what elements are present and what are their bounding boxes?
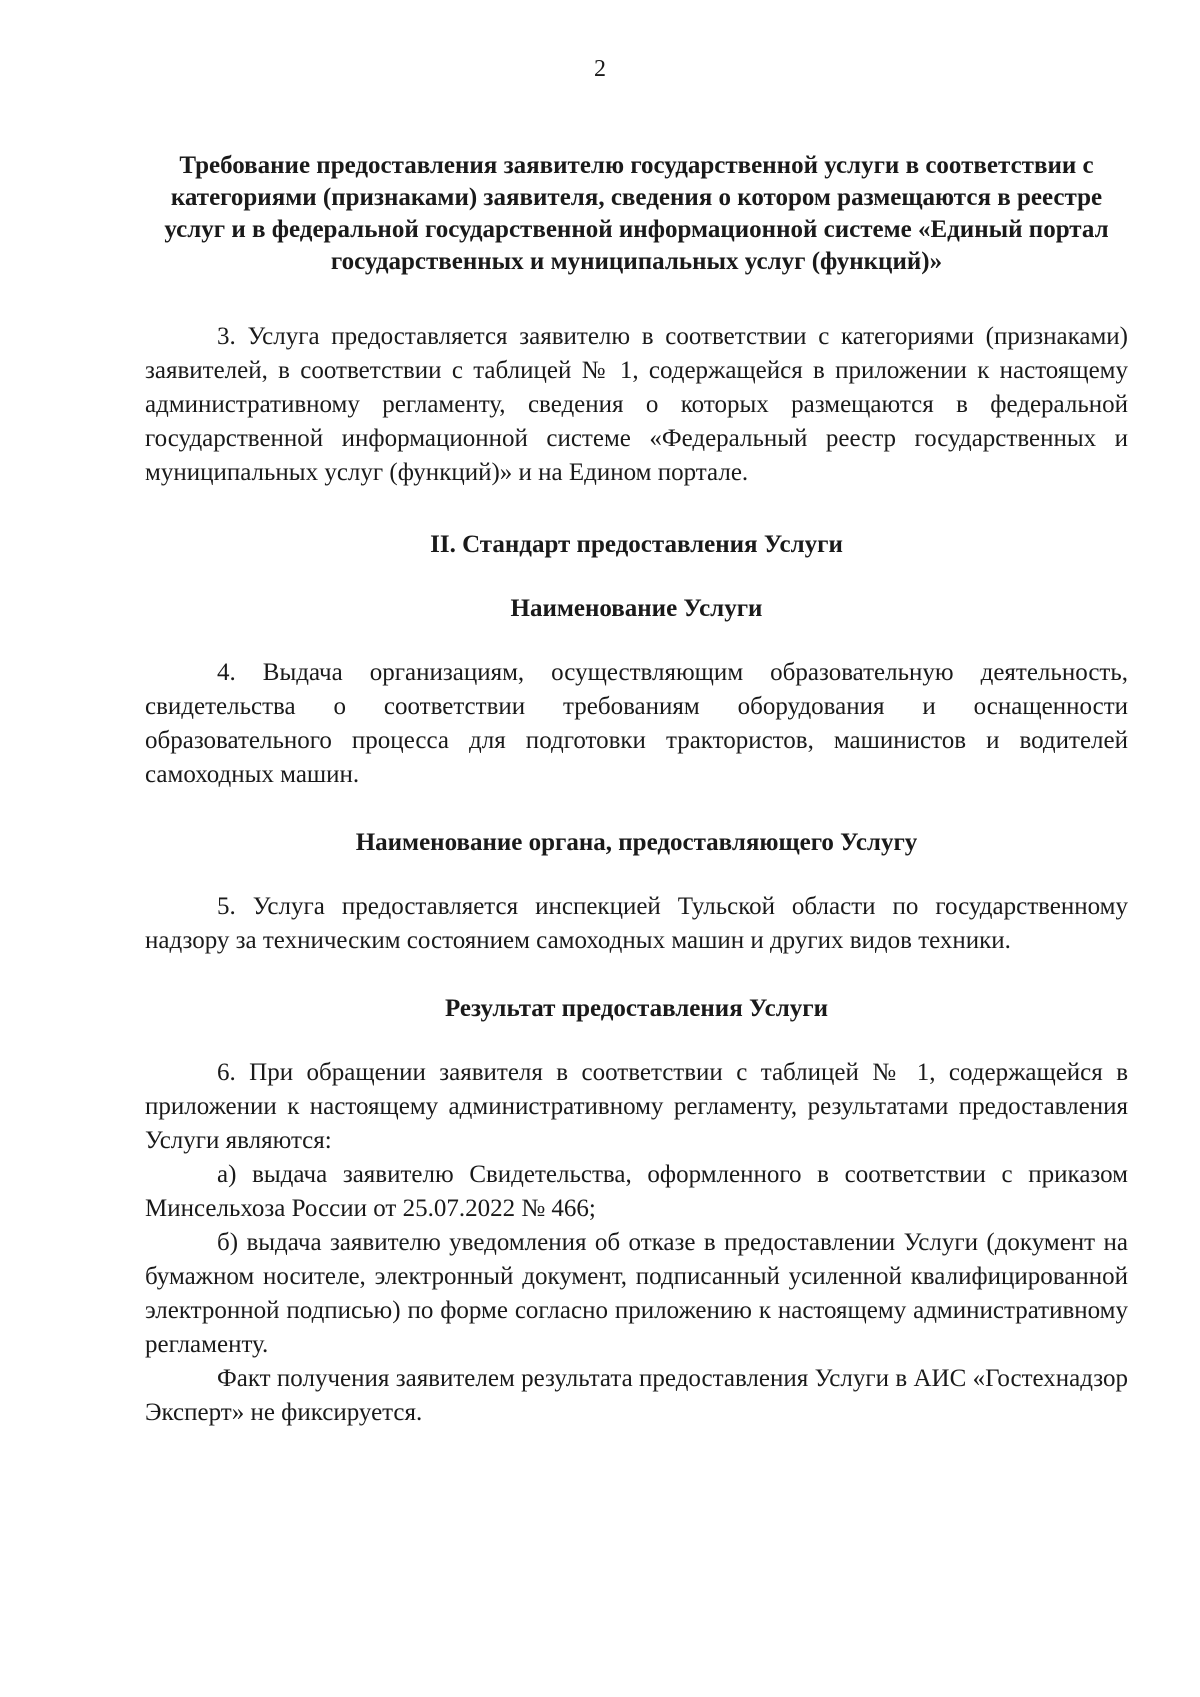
paragraph-3: 3. Услуга предоставляется заявителю в соответствии с категориями (признаками) заявителей, в соответствии с таблицей № 1, содержащейся в приложении к настоящему административному регламенту, сведения о которых размещаются в федеральной государственной информационной системе «Федеральный реестр государственных и муниципальных услуг (функций)» и на Едином портале. xyxy=(145,323,1128,486)
spacer xyxy=(145,792,1128,826)
section-ii-heading: II. Стандарт предоставления Услуги xyxy=(430,531,843,558)
spacer xyxy=(145,958,1128,992)
paragraph-4: 4. Выдача организациям, осуществляющим образовательную деятельность, свидетельства о соответствии требованиям оборудования и оснащенности образовательного процесса для подготовки трактористов, машинистов и водителей самоходных машин. xyxy=(145,659,1128,788)
spacer xyxy=(145,562,1128,592)
paragraph-5: 5. Услуга предоставляется инспекцией Тульской области по государственному надзору за техническим состоянием самоходных машин и других видов техники. xyxy=(145,893,1128,954)
paragraph-6: 6. При обращении заявителя в соответствии с таблицей № 1, содержащейся в приложении к настоящему административному регламенту, результатами предоставления Услуги являются: xyxy=(145,1059,1128,1154)
document-body xyxy=(145,150,1128,1430)
spacer xyxy=(145,626,1128,656)
paragraph-6b: б) выдача заявителю уведомления об отказе в предоставлении Услуги (документ на бумажном носителе, электронный документ, подписанный усиленной квалифицированной электронной подписью) по форме согласно приложению к настоящему административному регламенту. xyxy=(145,1229,1128,1358)
page-number: 2 xyxy=(594,56,606,82)
spacer xyxy=(145,1026,1128,1056)
paragraph-6a: а) выдача заявителю Свидетельства, оформленного в соответствии с приказом Минсельхоза России от 25.07.2022 № 466; xyxy=(145,1161,1128,1222)
service-name-heading: Наименование Услуги xyxy=(510,595,763,622)
result-heading: Результат предоставления Услуги xyxy=(444,995,828,1022)
spacer xyxy=(145,860,1128,890)
spacer xyxy=(145,278,1128,320)
organ-heading: Наименование органа, предоставляющего Услугу xyxy=(355,829,918,856)
spacer xyxy=(145,490,1128,528)
requirement-heading: Требование предоставления заявителю государственной услуги в соответствии с категориями (признаками) заявителя, сведения о котором размещаются в реестре услуг и в федеральной государственной информационной системе «Единый портал государственных и муниципальных услуг (функций)» xyxy=(164,152,1109,275)
paragraph-fact: Факт получения заявителем результата предоставления Услуги в АИС «Гостехнадзор Эксперт» не фиксируется. xyxy=(145,1365,1128,1426)
